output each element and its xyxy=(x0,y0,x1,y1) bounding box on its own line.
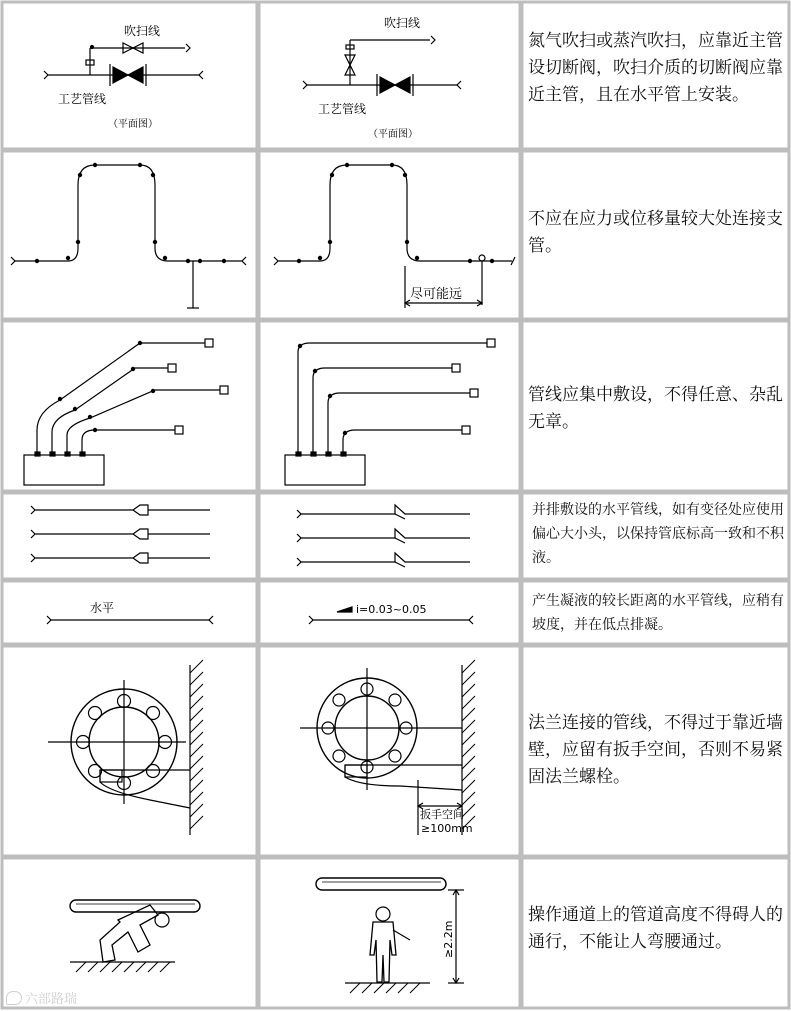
purge-line-diagram-right xyxy=(303,36,461,96)
grouped-pipes-diagram xyxy=(285,339,495,485)
watermark xyxy=(6,988,77,1007)
wrench-space-label: 扳手空间 xyxy=(420,808,464,821)
note-slope-drain: 产生凝液的较长距离的水平管线，应稍有坡度，并在低点排凝。 xyxy=(532,593,784,633)
level-pipe-diagram xyxy=(47,616,213,624)
note-flange-clearance: 法兰连接的管线，不得过于靠近墙壁，应留有扳手空间，否则不易紧固法兰螺栓。 xyxy=(528,713,783,787)
note-purge-valve: 氮气吹扫或蒸汽吹扫，应靠近主管设切断阀，吹扫介质的切断阀应靠近主管，且在水平管上安装。 xyxy=(528,31,783,105)
process-line-label-right: 工艺管线 xyxy=(318,102,367,116)
wrench-space-dimension: ≥100mm xyxy=(421,822,473,835)
plan-view-label-left: （平面图） xyxy=(108,119,158,130)
expansion-loop-diagram-left xyxy=(11,163,246,308)
scattered-pipes-diagram xyxy=(24,339,228,485)
clearance-height-label: ≥2.2m xyxy=(442,920,455,958)
purge-line-label-right: 吹扫线 xyxy=(384,16,421,30)
flange-near-wall-diagram xyxy=(48,660,203,835)
as-far-as-possible-label: 尽可能远 xyxy=(410,287,463,302)
watermark-logo-icon xyxy=(6,991,22,1005)
level-label: 水平 xyxy=(90,601,115,615)
low-pipe-bending-person-diagram xyxy=(70,900,200,972)
purge-line-label-left: 吹扫线 xyxy=(124,24,161,38)
note-eccentric-reducer: 并排敷设的水平管线，如有变径处应使用偏心大小头，以保持管底标高一致和不积液。 xyxy=(532,502,784,566)
plan-view-label-right: （平面图） xyxy=(368,129,418,140)
note-passage-height: 操作通道上的管道高度不得碍人的通行，不能让人弯腰通过。 xyxy=(528,905,783,952)
process-line-label-left: 工艺管线 xyxy=(58,92,107,106)
watermark-text: 六部路瑞 xyxy=(25,992,78,1007)
purge-line-diagram-left xyxy=(44,43,203,86)
expansion-loop-diagram-right xyxy=(274,163,515,308)
eccentric-reducers-diagram xyxy=(297,505,470,567)
note-grouped-pipes: 管线应集中敷设，不得任意、杂乱无章。 xyxy=(528,385,783,432)
concentric-reducers-diagram xyxy=(31,505,210,563)
note-branch-location: 不应在应力或位移量较大处连接支管。 xyxy=(528,209,783,256)
slope-label: i=0.03~0.05 xyxy=(356,603,427,616)
